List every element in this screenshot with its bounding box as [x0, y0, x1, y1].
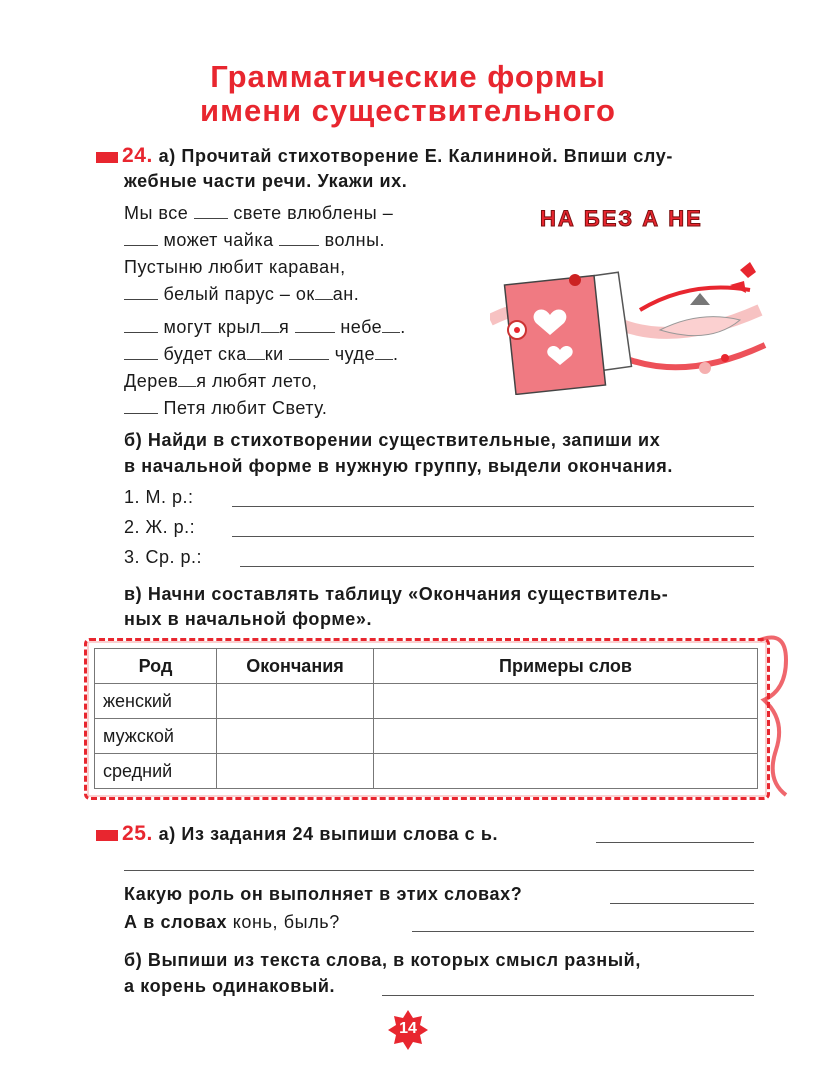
fill-blank[interactable] — [382, 320, 400, 333]
page-number-badge — [388, 1010, 428, 1050]
table-header-gender: Род — [95, 649, 217, 684]
task24-part-a-cont: жебные части речи. Укажи их. — [124, 171, 408, 191]
poem-line: могут крыл я небе . — [124, 314, 484, 341]
table-cell-examples[interactable] — [374, 754, 758, 789]
poem-line: белый парус – ок ан. — [124, 281, 484, 308]
task24-part-v: в) Начни составлять таблицу «Окончания существитель- — [124, 584, 669, 604]
task25-b-answer-line[interactable] — [382, 995, 754, 996]
task24-part-b: б) Найди в стихотворении существительные, запиши их — [124, 430, 661, 450]
table-cell-gender: средний — [95, 754, 217, 789]
fill-blank[interactable] — [124, 401, 158, 414]
fill-blank[interactable] — [124, 287, 158, 300]
task25-example-words: конь, быль? — [232, 912, 340, 932]
group-fem-label: 2. Ж. р.: — [124, 517, 196, 537]
task24-instruction — [96, 144, 766, 168]
swirl-decoration-icon — [756, 630, 796, 800]
task25-part-a: а) Из задания 24 выпиши слова с ь. — [158, 824, 499, 844]
poem-line: Пустыню любит караван, — [124, 257, 346, 277]
table-row — [95, 684, 758, 719]
poem-line: может чайка волны. — [124, 227, 484, 254]
task25-part-b-cont: а корень одинаковый. — [124, 976, 336, 996]
fill-blank[interactable] — [194, 206, 228, 219]
endings-table — [94, 648, 758, 789]
task25-answer-line[interactable] — [124, 870, 754, 871]
task24-number: 24. — [122, 144, 153, 167]
group-masc-answer-line[interactable] — [232, 506, 754, 507]
task25-instruction — [96, 822, 498, 846]
poem-line: Дерев я любят лето, — [124, 371, 318, 391]
task25-number: 25. — [122, 822, 153, 845]
table-cell-gender: мужской — [95, 719, 217, 754]
task25-answer-line[interactable] — [596, 842, 754, 843]
task-marker-icon — [96, 152, 118, 163]
task25-question2: А в словах конь, быль? — [124, 912, 340, 932]
task25-q1-answer-line[interactable] — [610, 903, 754, 904]
group-masc-label: 1. М. р.: — [124, 487, 194, 507]
table-header-endings: Окончания — [217, 649, 374, 684]
fill-blank[interactable] — [124, 233, 158, 246]
fill-blank[interactable] — [261, 320, 279, 333]
fill-blank[interactable] — [279, 233, 319, 246]
hearts-card-illustration — [490, 250, 770, 395]
table-cell-endings[interactable] — [217, 719, 374, 754]
page-title — [0, 60, 816, 128]
poem-line: будет ска ки чуде . — [124, 341, 484, 368]
task24-part-a: а) Прочитай стихотворение Е. Калининой. Впиши слу- — [158, 146, 673, 166]
table-cell-examples[interactable] — [374, 684, 758, 719]
task25-part-b: б) Выпиши из текста слова, в которых смысл разный, — [124, 950, 641, 970]
table-cell-endings[interactable] — [217, 684, 374, 719]
table-row — [95, 754, 758, 789]
table-header-examples: Примеры слов — [374, 649, 758, 684]
group-fem-answer-line[interactable] — [232, 536, 754, 537]
table-cell-examples[interactable] — [374, 719, 758, 754]
table-cell-gender: женский — [95, 684, 217, 719]
task25-q2-answer-line[interactable] — [412, 931, 754, 932]
fill-blank[interactable] — [124, 320, 158, 333]
word-bank-stamp: НА БЕЗ А НЕ — [540, 206, 703, 231]
fill-blank[interactable] — [124, 347, 158, 360]
task24-part-v-cont: ных в начальной форме». — [124, 609, 373, 629]
fill-blank[interactable] — [289, 347, 329, 360]
fill-blank[interactable] — [295, 320, 335, 333]
group-neut-label: 3. Ср. р.: — [124, 547, 203, 567]
poem — [124, 200, 484, 422]
fill-blank[interactable] — [178, 374, 196, 387]
group-neut-answer-line[interactable] — [240, 566, 754, 567]
fill-blank[interactable] — [315, 287, 333, 300]
task25-question1: Какую роль он выполняет в этих словах? — [124, 884, 523, 904]
task-marker-icon — [96, 830, 118, 841]
table-row — [95, 719, 758, 754]
table-header-row — [95, 649, 758, 684]
poem-line: Петя любит Свету. — [124, 395, 484, 422]
table-cell-endings[interactable] — [217, 754, 374, 789]
page-number: 14 — [399, 1020, 417, 1037]
fill-blank[interactable] — [247, 347, 265, 360]
task24-part-b-cont: в начальной форме в нужную группу, выдели окончания. — [124, 456, 673, 476]
title-line1: Грамматические формы — [210, 59, 606, 94]
title-line2: имени существительного — [200, 93, 616, 128]
fill-blank[interactable] — [375, 347, 393, 360]
poem-line: Мы все свете влюблены – — [124, 203, 394, 223]
